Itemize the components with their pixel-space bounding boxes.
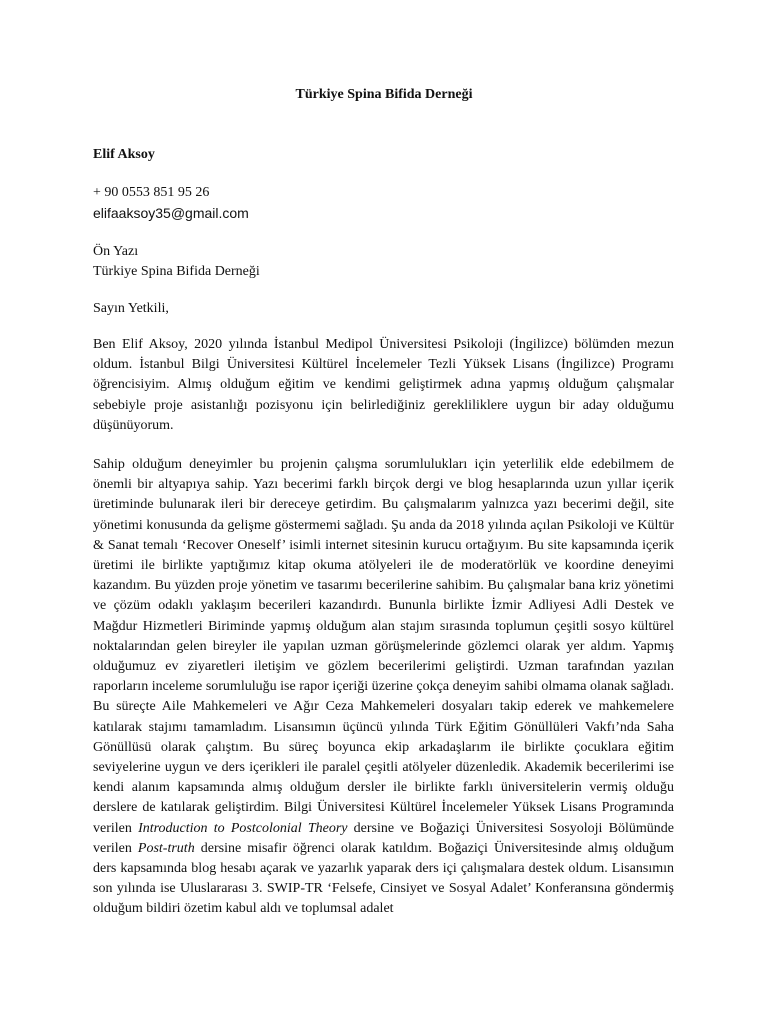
paragraph-text: dersine misafir öğrenci olarak katıldım. Boğaziçi Üniversitesinde almış olduğum ders kapsamında blog hesabı açarak ve yazarlık yaparak ders içi çalışmalara destek oldum. Lisansımın son yılında ise Uluslararası 3. SWIP-TR ‘Felsefe, Cinsiyet ve Sosyal Adalet’ Konferansına göndermiş olduğum bildiri özetim kabul aldı ve toplumsal adalet — [93, 840, 674, 917]
subject-block — [93, 242, 260, 282]
document-title: Türkiye Spina Bifida Derneği — [295, 87, 473, 102]
paragraph-intro: Ben Elif Aksoy, 2020 yılında İstanbul Medipol Üniversitesi Psikoloji (İngilizce) bölümden mezun oldum. İstanbul Bilgi Üniversitesi Kültürel İncelemeler Tezli Yüksek Lisans (İngilizce) Programı öğrencisiyim. Almış olduğum eğitim ve kendimi geliştirmek adına yapmış olduğum çalışmalar sebebiyle proje asistanlığı pozisyonu için belirlediğiniz gerekliliklere uygun bir aday olduğumu düşünüyorum. — [93, 337, 674, 433]
contact-block — [93, 183, 249, 223]
phone-number: + 90 0553 851 95 26 — [93, 185, 210, 200]
recipient-line: Türkiye Spina Bifida Derneği — [93, 264, 260, 279]
email-address: elifaaksoy35@gmail.com — [93, 205, 249, 221]
course-title: Post-truth — [137, 840, 195, 856]
sender-name: Elif Aksoy — [93, 147, 155, 162]
paragraph-experience — [93, 455, 674, 920]
greeting: Sayın Yetkili, — [93, 301, 169, 316]
course-title: Introduction to Postcolonial Theory — [138, 820, 348, 836]
subject-line: Ön Yazı — [93, 244, 139, 259]
paragraph-text: dersine ve Boğaziçi Üniversitesi Sosyoloji Bölümünde verilen — [93, 820, 674, 856]
paragraph-text: Sahip olduğum deneyimler bu projenin çalışma sorumlulukları için yeterlilik elde edebilmem de önemli bir altyapıya sahip. Yazı becerimi farklı birçok dergi ve blog hesaplarında uzun yıllar içerik üretiminde bulunarak ileri bir dereceye getirdim. Bu çalışmalarım yalnızca yazı becerimi değil, site yönetimi konusunda da gelişme göstermemi sağladı. Şu anda da 2018 yılında açılan Psikoloji ve Kültür & Sanat temalı ‘Recover Oneself’ isimli internet sitesinin kurucu ortağıyım. Bu site kapsamında içerik üretimi ile birlikte yaptığımız kitap okuma atölyeleri ile de moderatörlük ve koordine deneyimi kazandım. Bu yüzden proje yönetim ve tasarımı becerilerine sahibim. Bu çalışmalar bana kriz yönetimi ve çözüm odaklı yaklaşım becerileri kazandırdı. Bununla birlikte İzmir Adliyesi Adli Destek ve Mağdur Hizmetleri Biriminde yapmış olduğum alan stajım sırasında toplumun çeşitli sosyo kültürel noktalarından gelen bireyler ile yapılan uzman görüşmelerinde gözlemci olarak yer aldım. Yapmış olduğumuz ev ziyaretleri iletişim ve gözlem becerilerimi geliştirdi. Uzman tarafından yazılan raporların inceleme sorumluluğu ise rapor içeriği üzerine çokça deneyim sahibi olmama olanak sağladı. Bu süreçte Aile Mahkemeleri ve Ağır Ceza Mahkemeleri dosyaları takip ederek ve mahkemelere katılarak stajımı tamamladım. Lisansımın üçüncü yılında Türk Eğitim Gönüllüleri Vakfı’nda Saha Gönüllüsü olarak çalıştım. Bu süreç boyunca ekip arkadaşlarım ile birlikte çocuklara eğitim seviyelerine uygun ve ders içerikleri ile paralel çeşitli atölyeler düzenledik. Akademik becerilerimi ise kendi alanım kapsamında almış olduğum dersler ile birlikte farklı üniversitelerin vermiş olduğu derslere de katılarak geliştirdim. Bilgi Üniversitesi Kültürel İncelemeler Yüksek Lisans Programında verilen — [93, 457, 674, 836]
